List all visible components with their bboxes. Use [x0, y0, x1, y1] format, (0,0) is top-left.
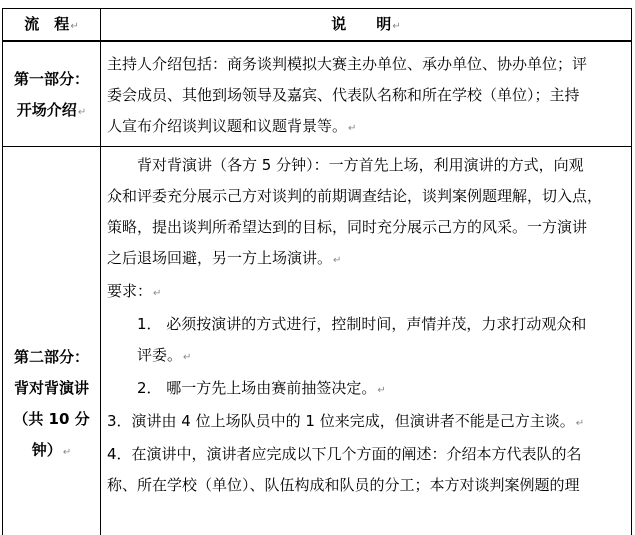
- text-line: 称、所在学校（单位）、队伍构成和队员的分工；本方对谈判案例题的理: [107, 476, 580, 494]
- section2-title-line: （共 10 分: [13, 410, 90, 428]
- text-line: 人宣布介绍谈判议题和议题背景等。↵: [107, 117, 357, 135]
- text-line: 主持人介绍包括：商务谈判模拟大赛主办单位、承办单位、协办单位；评: [107, 55, 588, 73]
- text-line: 之后退场回避，另一方上场演讲。↵: [107, 249, 342, 267]
- table-divider-row1: [2, 146, 632, 147]
- text-line: 1． 必须按演讲的方式进行，控制时间，声情并茂，力求打动观众和: [107, 315, 587, 333]
- section1-title: [3, 64, 100, 128]
- text-line: 4．在演讲中，演讲者应完成以下几个方面的阐述：介绍本方代表队的名: [107, 445, 582, 463]
- table-border-right: [631, 8, 632, 535]
- section2-title-line: 第二部分：: [13, 348, 89, 366]
- section1-title-line: 第一部分：: [13, 70, 89, 88]
- text-line: 委会成员、其他到场领导及嘉宾、代表队名称和所在学校（单位）；主持: [107, 86, 580, 104]
- text-line: 评委。↵: [107, 346, 192, 364]
- section2-title-line: 钟）↵: [31, 441, 72, 459]
- text-line: 2． 哪一方先上场由赛前抽签决定。↵: [107, 379, 386, 397]
- table-divider-column: [100, 8, 101, 535]
- section1-title-line: 开场介绍↵: [16, 101, 87, 119]
- section1-description: [107, 49, 587, 144]
- header-process: 流 程↵: [24, 15, 79, 33]
- text-line: 3．演讲由 4 位上场队员中的 1 位来完成，但演讲者不能是己方主谈。↵: [107, 412, 585, 430]
- header-description: 说 明↵: [331, 15, 401, 33]
- text-line: 众和评委充分展示己方对谈判的前期调查结论，谈判案例题理解，切入点，: [107, 187, 603, 205]
- section2-title: [3, 342, 100, 468]
- text-line: 背对背演讲（各方 5 分钟）：一方首先上场，利用演讲的方式，向观: [107, 156, 584, 174]
- text-line: 要求：↵: [107, 282, 162, 300]
- section2-description: [107, 150, 602, 501]
- section2-title-line: 背对背演讲: [13, 379, 89, 397]
- text-line: 策略，提出谈判所希望达到的目标，同时充分展示己方的风采。一方演讲: [107, 218, 588, 236]
